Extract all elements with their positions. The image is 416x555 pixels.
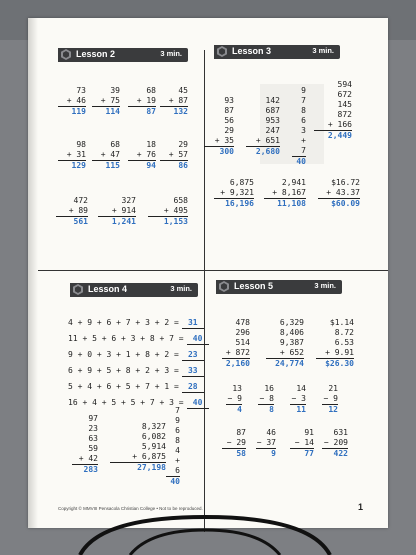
hexagon-icon	[217, 46, 227, 57]
answer: 2,160	[225, 359, 250, 368]
answer: 94	[146, 161, 156, 170]
equation	[68, 350, 204, 361]
addend: 73	[76, 86, 86, 95]
addend: 45	[178, 86, 188, 95]
addend: 594	[337, 80, 352, 89]
addend: + 914	[98, 206, 136, 217]
copyright-footer: Copyright © MMVIII Pensacola Christian College • Not to be reproduced.	[58, 506, 203, 511]
addend: + 57	[160, 150, 188, 161]
column-problem	[258, 384, 274, 415]
addend: + 75	[92, 96, 120, 107]
answer: 27,198	[137, 463, 166, 472]
answer: 561	[73, 217, 88, 226]
addend: 63	[88, 434, 98, 443]
column-problem	[58, 86, 86, 117]
lesson-title: Lesson 5	[234, 281, 274, 291]
answer: 40	[170, 477, 180, 486]
addend: 97	[88, 414, 98, 423]
column-problem	[318, 178, 360, 209]
addend: 87	[236, 428, 246, 437]
answer: 28	[182, 382, 204, 393]
page-number: 1	[358, 502, 364, 512]
book-stand	[60, 512, 350, 555]
column-problem	[148, 196, 188, 227]
column-problem	[316, 318, 354, 369]
addend: 29	[224, 126, 234, 135]
addend: 91	[304, 428, 314, 437]
answer: 87	[146, 107, 156, 116]
addend: + 166	[314, 120, 352, 131]
addend: 658	[173, 196, 188, 205]
addend: 872	[337, 110, 352, 119]
answer: 40	[296, 157, 306, 166]
column-problem	[222, 318, 250, 369]
answer: 114	[105, 107, 120, 116]
column-problem	[322, 428, 348, 459]
addend: + 42	[72, 454, 98, 465]
answer: 86	[178, 161, 188, 170]
worksheet-page	[28, 18, 388, 528]
addend: + 495	[148, 206, 188, 217]
lesson-3-header	[214, 45, 340, 59]
addend: 87	[224, 106, 234, 115]
addend: 4	[175, 446, 180, 455]
equation	[68, 398, 209, 409]
addend: + 31	[58, 150, 86, 161]
addend: 98	[76, 140, 86, 149]
addend: 6	[301, 116, 306, 125]
addend: 145	[337, 100, 352, 109]
addend: $1.14	[329, 318, 354, 327]
addend: 953	[265, 116, 280, 125]
addend: 8.72	[334, 328, 354, 337]
addend: + 8,167	[264, 188, 306, 199]
answer: 11	[296, 405, 306, 414]
answer: 16,196	[225, 199, 254, 208]
column-problem	[290, 384, 306, 415]
addend: + 46	[58, 96, 86, 107]
addend: 9	[301, 86, 306, 95]
column-problem	[128, 86, 156, 117]
addend: 6	[175, 426, 180, 435]
equation	[68, 382, 204, 393]
addend: + 89	[56, 206, 88, 217]
addend: 472	[73, 196, 88, 205]
addend: + 6,875	[110, 452, 166, 463]
addend: 13	[232, 384, 242, 393]
addend: + 87	[160, 96, 188, 107]
column-problem	[128, 140, 156, 171]
column-problem	[226, 384, 242, 415]
equation-text: 9 + 0 + 3 + 1 + 8 + 2 =	[68, 350, 179, 359]
addend: 18	[146, 140, 156, 149]
column-problem	[256, 428, 276, 459]
addend: 631	[333, 428, 348, 437]
equation-text: 5 + 4 + 6 + 5 + 7 + 1 =	[68, 382, 179, 391]
addend: 68	[146, 86, 156, 95]
addend: 93	[224, 96, 234, 105]
addend: 7	[175, 406, 180, 415]
answer: 132	[173, 107, 188, 116]
addend: − 3	[291, 394, 306, 403]
hexagon-icon	[219, 281, 229, 292]
column-problem	[160, 140, 188, 171]
column-problem	[56, 196, 88, 227]
addend: 3	[301, 126, 306, 135]
answer: 2,449	[327, 131, 352, 140]
addend: 9	[175, 416, 180, 425]
addend: + 19	[128, 96, 156, 107]
lesson-title: Lesson 2	[76, 49, 116, 59]
answer: 40	[187, 398, 209, 409]
answer: 58	[236, 449, 246, 458]
addend: 29	[178, 140, 188, 149]
addend: 8,327	[141, 422, 166, 431]
equation	[68, 318, 204, 329]
lesson-4-header	[70, 283, 198, 297]
equation	[68, 334, 209, 345]
addend: + 7	[292, 136, 306, 157]
lesson-time: 3 min.	[170, 284, 192, 293]
answer: 8	[269, 405, 274, 414]
addend: 23	[88, 424, 98, 433]
answer: 283	[83, 465, 98, 474]
addend: $16.72	[331, 178, 360, 187]
column-problem	[322, 384, 338, 415]
addend: + 652	[266, 348, 304, 359]
addend: 56	[224, 116, 234, 125]
lesson-time: 3 min.	[160, 49, 182, 58]
answer: 33	[182, 366, 204, 377]
addend: 672	[337, 90, 352, 99]
addend: − 9	[323, 394, 338, 403]
answer: 422	[333, 449, 348, 458]
addend: 687	[265, 106, 280, 115]
answer: 24,774	[275, 359, 304, 368]
addend: + 76	[128, 150, 156, 161]
addend: 8,406	[279, 328, 304, 337]
hexagon-icon	[61, 49, 71, 60]
answer: 31	[182, 318, 204, 329]
addend: + 9,321	[214, 188, 254, 199]
lesson-time: 3 min.	[312, 46, 334, 55]
answer: 300	[219, 147, 234, 156]
addend: 478	[235, 318, 250, 327]
answer: 119	[71, 107, 86, 116]
addend: 142	[265, 96, 280, 105]
column-problem	[72, 414, 98, 475]
column-problem	[222, 428, 246, 459]
addend: 296	[235, 328, 250, 337]
addend: 14	[296, 384, 306, 393]
addend: 247	[265, 126, 280, 135]
addend: + 43.37	[318, 188, 360, 199]
addend: 59	[88, 444, 98, 453]
addend: 327	[121, 196, 136, 205]
answer: 11,108	[277, 199, 306, 208]
equation-text: 6 + 9 + 5 + 8 + 2 + 3 =	[68, 366, 179, 375]
addend: 2,941	[281, 178, 306, 187]
addend: − 209	[323, 438, 348, 447]
equation-text: 4 + 9 + 6 + 7 + 3 + 2 =	[68, 318, 179, 327]
addend: 7	[301, 96, 306, 105]
column-problem	[214, 178, 254, 209]
addend: 8	[175, 436, 180, 445]
addend: 68	[110, 140, 120, 149]
addend: 5,914	[141, 442, 166, 451]
lesson-2-header	[58, 48, 188, 62]
addend: − 14	[290, 438, 314, 449]
addend: − 9	[227, 394, 242, 403]
addend: 9,387	[279, 338, 304, 347]
column-problem	[264, 178, 306, 209]
column-problem	[58, 140, 86, 171]
lesson-title: Lesson 4	[88, 284, 128, 294]
answer: 129	[71, 161, 86, 170]
answer: $26.30	[325, 359, 354, 368]
column-problem	[290, 428, 314, 459]
lesson-title: Lesson 3	[232, 46, 272, 56]
addend: 514	[235, 338, 250, 347]
addend: + 9.91	[316, 348, 354, 359]
page-fold-shadow	[28, 18, 38, 528]
column-problem	[160, 86, 188, 117]
column-problem	[92, 140, 120, 171]
addend: 21	[328, 384, 338, 393]
addend: 8	[301, 106, 306, 115]
addend: − 8	[259, 394, 274, 403]
addend: − 37	[256, 438, 276, 447]
column-problem	[110, 422, 166, 473]
column-problem	[98, 196, 136, 227]
addend: 46	[266, 428, 276, 437]
addend: 6,082	[141, 432, 166, 441]
addend: 6.53	[334, 338, 354, 347]
column-problem	[166, 406, 180, 487]
addend: − 29	[222, 438, 246, 449]
answer: 2,680	[255, 147, 280, 156]
answer: 77	[304, 449, 314, 458]
addend: + 872	[222, 348, 250, 359]
equation	[68, 366, 204, 377]
column-problem	[314, 80, 352, 141]
column-problem	[266, 318, 304, 369]
column-problem	[246, 96, 280, 157]
answer: $60.09	[331, 199, 360, 208]
horizontal-divider	[38, 270, 388, 271]
answer: 9	[271, 449, 276, 458]
answer: 1,241	[111, 217, 136, 226]
answer: 115	[105, 161, 120, 170]
answer: 12	[328, 405, 338, 414]
addend: + 47	[92, 150, 120, 161]
addend: 6,875	[229, 178, 254, 187]
addend: + 6	[166, 456, 180, 477]
answer: 23	[182, 350, 204, 361]
column-problem	[92, 86, 120, 117]
column-problem	[292, 86, 306, 167]
addend: 39	[110, 86, 120, 95]
lesson-time: 3 min.	[314, 281, 336, 290]
addend: 6,329	[279, 318, 304, 327]
hexagon-icon	[73, 284, 83, 295]
answer: 4	[237, 405, 242, 414]
equation-text: 16 + 4 + 5 + 5 + 7 + 3 =	[68, 398, 184, 407]
addend: 16	[264, 384, 274, 393]
addend: + 651	[246, 136, 280, 147]
column-problem	[204, 96, 234, 157]
equation-text: 11 + 5 + 6 + 3 + 8 + 7 =	[68, 334, 184, 343]
answer: 40	[187, 334, 209, 345]
addend: + 35	[204, 136, 234, 147]
answer: 1,153	[163, 217, 188, 226]
lesson-5-header	[216, 280, 342, 294]
